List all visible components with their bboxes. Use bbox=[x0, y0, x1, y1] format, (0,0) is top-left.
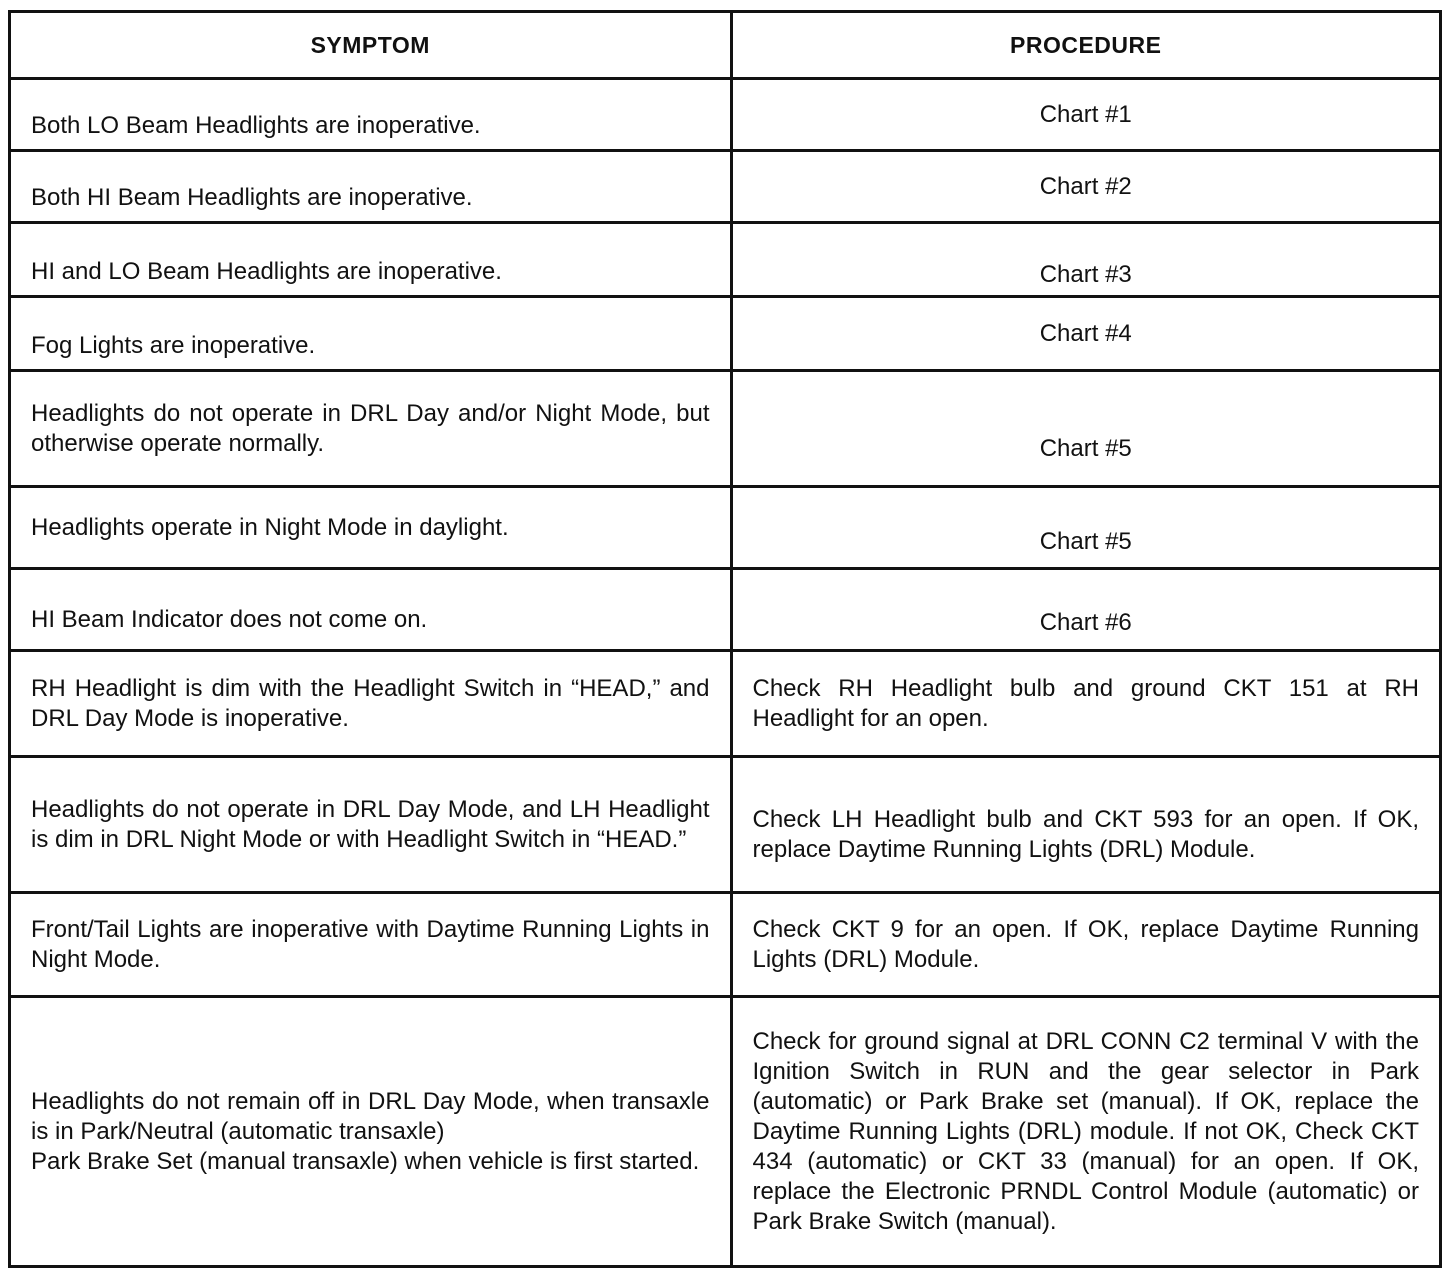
procedure-cell: Check for ground signal at DRL CONN C2 terminal V with the Ignition Switch in RUN and the gear selector in Park (automatic) or Park Brake set (manual). If OK, replace the Daytime Running Lights (DRL) module. If not OK, Check CKT 434 (automatic) or CKT 33 (manual) for an open. If OK, replace the Electronic PRNDL Control Module (automatic) or Park Brake Switch (manual). bbox=[731, 997, 1439, 1266]
procedure-cell: Chart #5 bbox=[731, 371, 1439, 487]
symptom-cell: Front/Tail Lights are inoperative with Daytime Running Lights in Night Mode. bbox=[11, 893, 731, 997]
symptom-cell: Both LO Beam Headlights are inoperative. bbox=[11, 79, 731, 151]
procedure-column-header: PROCEDURE bbox=[731, 13, 1439, 79]
symptom-cell: Fog Lights are inoperative. bbox=[11, 297, 731, 371]
symptom-cell: Both HI Beam Headlights are inoperative. bbox=[11, 151, 731, 223]
procedure-cell: Chart #4 bbox=[731, 297, 1439, 371]
table-row bbox=[11, 371, 1439, 487]
table-row bbox=[11, 487, 1439, 569]
header-row bbox=[11, 13, 1439, 79]
procedure-cell: Chart #1 bbox=[731, 79, 1439, 151]
symptom-cell bbox=[11, 997, 731, 1266]
table-row bbox=[11, 651, 1439, 757]
symptom-cell: RH Headlight is dim with the Headlight Switch in “HEAD,” and DRL Day Mode is inoperative. bbox=[11, 651, 731, 757]
symptom-line: Park Brake Set (manual transaxle) when vehicle is first started. bbox=[31, 1147, 700, 1175]
symptom-cell: Headlights do not operate in DRL Day Mode, and LH Headlight is dim in DRL Night Mode or with Headlight Switch in “HEAD.” bbox=[11, 757, 731, 893]
diagnosis-table-sheet bbox=[8, 10, 1442, 1268]
symptom-cell: HI Beam Indicator does not come on. bbox=[11, 569, 731, 651]
symptom-cell: HI and LO Beam Headlights are inoperative. bbox=[11, 223, 731, 297]
table-row bbox=[11, 893, 1439, 997]
procedure-cell: Chart #5 bbox=[731, 487, 1439, 569]
symptom-procedure-table bbox=[11, 13, 1439, 1265]
table-row bbox=[11, 569, 1439, 651]
table-row bbox=[11, 223, 1439, 297]
procedure-cell: Check CKT 9 for an open. If OK, replace Daytime Running Lights (DRL) Module. bbox=[731, 893, 1439, 997]
table-row bbox=[11, 757, 1439, 893]
procedure-cell: Check RH Headlight bulb and ground CKT 151 at RH Headlight for an open. bbox=[731, 651, 1439, 757]
procedure-cell: Check LH Headlight bulb and CKT 593 for an open. If OK, replace Daytime Running Lights (DRL) Module. bbox=[731, 757, 1439, 893]
procedure-cell: Chart #2 bbox=[731, 151, 1439, 223]
table-row bbox=[11, 997, 1439, 1266]
symptom-cell: Headlights operate in Night Mode in daylight. bbox=[11, 487, 731, 569]
symptom-column-header: SYMPTOM bbox=[11, 13, 731, 79]
symptom-line: Headlights do not remain off in DRL Day Mode, when transaxle is in Park/Neutral (automatic transaxle) bbox=[31, 1087, 710, 1145]
procedure-cell: Chart #3 bbox=[731, 223, 1439, 297]
procedure-cell: Chart #6 bbox=[731, 569, 1439, 651]
symptom-cell: Headlights do not operate in DRL Day and/or Night Mode, but otherwise operate normally. bbox=[11, 371, 731, 487]
table-row bbox=[11, 151, 1439, 223]
table-row bbox=[11, 79, 1439, 151]
table-row bbox=[11, 297, 1439, 371]
